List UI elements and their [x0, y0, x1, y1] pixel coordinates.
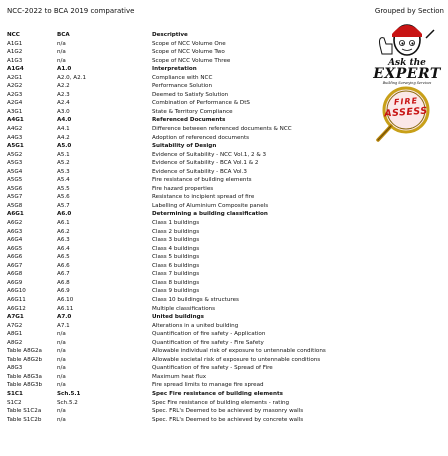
- cell-descriptive: Evidence of Suitability - BCA Vol.1 & 2: [152, 160, 259, 167]
- cell-ncc: A7G2: [7, 322, 23, 329]
- cell-bca: Sch.5.1: [57, 390, 81, 397]
- cell-ncc: Table A8G3b: [7, 382, 43, 389]
- table-row: [7, 390, 352, 399]
- cell-descriptive: Quantification of fire safety - Spread of Fire: [152, 365, 273, 372]
- cell-descriptive: Deemed to Satisfy Solution: [152, 91, 229, 98]
- cell-ncc: A1G4: [7, 66, 24, 73]
- table-row: [7, 168, 352, 177]
- expert-mascot-graphic: [372, 18, 442, 168]
- cell-descriptive: Multiple classifications: [152, 305, 216, 312]
- grouping-label: Grouped by Section: [374, 7, 444, 15]
- cell-ncc: A8G2: [7, 339, 23, 346]
- cell-descriptive: Spec Fire resistance of building elements: [152, 390, 283, 397]
- cell-ncc: A7G1: [7, 314, 24, 321]
- cell-bca: n/a: [57, 365, 66, 372]
- cell-bca: A2.0, A2.1: [57, 74, 87, 81]
- table-row: [7, 116, 352, 125]
- cell-bca: A6.8: [57, 279, 70, 286]
- cell-ncc: Table A8G2b: [7, 356, 43, 363]
- cell-bca: A6.2: [57, 228, 70, 235]
- cell-bca: A6.0: [57, 211, 72, 218]
- cell-ncc: A4G3: [7, 134, 23, 141]
- cell-ncc: A8G1: [7, 331, 23, 338]
- cell-ncc: S1C2: [7, 399, 22, 406]
- table-row: [7, 245, 352, 254]
- table-row: [7, 313, 352, 322]
- cell-ncc: A6G3: [7, 228, 23, 235]
- cell-bca: n/a: [57, 348, 66, 355]
- cell-bca: n/a: [57, 356, 66, 363]
- cell-bca: n/a: [57, 339, 66, 346]
- table-row: [7, 236, 352, 245]
- table-row: [7, 74, 352, 83]
- cell-descriptive: Class 1 buildings: [152, 220, 200, 227]
- cell-ncc: Table S1C2b: [7, 416, 42, 423]
- logo-line-expert: EXPERT: [373, 66, 441, 82]
- table-row: [7, 373, 352, 382]
- cell-bca: A1.0: [57, 66, 72, 73]
- table-row: [7, 40, 352, 49]
- cell-ncc: A5G7: [7, 194, 23, 201]
- cell-bca: A5.6: [57, 194, 70, 201]
- cell-descriptive: Performance Solution: [152, 83, 213, 90]
- cell-ncc: A5G3: [7, 160, 23, 167]
- table-row: [7, 270, 352, 279]
- cell-bca: A5.7: [57, 202, 70, 209]
- cell-descriptive: Fire hazard properties: [152, 185, 214, 192]
- cell-descriptive: Scope of NCC Volume One: [152, 40, 226, 47]
- cell-bca: A6.3: [57, 237, 70, 244]
- cell-descriptive: Spec Fire resistance of building elements - rating: [152, 399, 290, 406]
- cell-ncc: A6G5: [7, 245, 23, 252]
- cell-bca: A7.0: [57, 314, 72, 321]
- logo-tagline: Building Surveying Services: [382, 81, 432, 85]
- cell-ncc: A5G4: [7, 168, 23, 175]
- logo-assess-text: ASSESS: [383, 105, 429, 120]
- cell-bca: n/a: [57, 408, 66, 415]
- cell-descriptive: Labelling of Aluminium Composite panels: [152, 202, 269, 209]
- cell-ncc: A2G3: [7, 91, 23, 98]
- cell-bca: A5.3: [57, 168, 70, 175]
- cell-bca: A2.4: [57, 100, 70, 107]
- cell-descriptive: Quantification of fire safety - Fire Safety: [152, 339, 264, 346]
- table-row: [7, 65, 352, 74]
- column-header-bca: BCA: [57, 32, 70, 38]
- cell-bca: A4.0: [57, 117, 72, 124]
- table-row: [7, 193, 352, 202]
- cell-descriptive: Adoption of referenced documents: [152, 134, 250, 141]
- cell-bca: A6.1: [57, 220, 70, 227]
- cell-bca: A5.4: [57, 177, 70, 184]
- cell-bca: A6.4: [57, 245, 70, 252]
- cell-descriptive: Determining a building classification: [152, 211, 268, 218]
- cell-descriptive: Allowable individual risk of exposure to untennable conditions: [152, 348, 326, 355]
- cell-descriptive: Class 4 buildings: [152, 245, 200, 252]
- table-row: [7, 134, 352, 143]
- comparison-table: [7, 31, 352, 424]
- cell-ncc: A1G1: [7, 40, 23, 47]
- cell-bca: A4.2: [57, 134, 70, 141]
- table-row: [7, 253, 352, 262]
- cell-descriptive: Spec. FRL's Deemed to be achieved by concrete walls: [152, 416, 304, 423]
- table-row: [7, 202, 352, 211]
- cell-descriptive: Class 6 buildings: [152, 262, 200, 269]
- cell-ncc: A6G1: [7, 211, 24, 218]
- table-row: [7, 296, 352, 305]
- cell-bca: n/a: [57, 57, 66, 64]
- table-row: [7, 330, 352, 339]
- cell-bca: A6.7: [57, 271, 70, 278]
- table-row: [7, 228, 352, 237]
- cell-descriptive: Difference between referenced documents & NCC: [152, 126, 292, 133]
- cell-bca: A5.1: [57, 151, 70, 158]
- cell-descriptive: Class 7 buildings: [152, 271, 200, 278]
- table-row: [7, 142, 352, 151]
- cell-descriptive: State & Territory Compliance: [152, 108, 233, 115]
- cell-ncc: A6G11: [7, 296, 26, 303]
- cell-ncc: A6G12: [7, 305, 26, 312]
- table-row: [7, 399, 352, 408]
- table-row: [7, 322, 352, 331]
- cell-descriptive: Fire spread limits to manage fire spread: [152, 382, 264, 389]
- table-header-row: [7, 31, 352, 40]
- cell-ncc: A6G4: [7, 237, 23, 244]
- cell-bca: A2.2: [57, 83, 70, 90]
- cell-bca: A4.1: [57, 126, 70, 133]
- column-header-descriptive: Descriptive: [152, 32, 188, 38]
- cell-descriptive: Evidence of Suitability - BCA Vol.3: [152, 168, 247, 175]
- cell-bca: A6.9: [57, 288, 70, 295]
- table-row: [7, 57, 352, 66]
- table-row: [7, 176, 352, 185]
- cell-ncc: A5G2: [7, 151, 23, 158]
- cell-ncc: A5G8: [7, 202, 23, 209]
- cell-descriptive: United buildings: [152, 314, 204, 321]
- cell-ncc: S1C1: [7, 390, 23, 397]
- cell-descriptive: Resistance to incipient spread of fire: [152, 194, 255, 201]
- cell-descriptive: Class 3 buildings: [152, 237, 200, 244]
- cell-descriptive: Allowable societal risk of exposure to untennable conditions: [152, 356, 321, 363]
- cell-bca: A2.3: [57, 91, 70, 98]
- cell-ncc: A1G2: [7, 49, 23, 56]
- cell-bca: n/a: [57, 49, 66, 56]
- cell-descriptive: Suitability of Design: [152, 143, 217, 150]
- cell-descriptive: Scope of NCC Volume Two: [152, 49, 225, 56]
- cell-descriptive: Class 5 buildings: [152, 254, 200, 261]
- cell-ncc: A5G1: [7, 143, 24, 150]
- cell-descriptive: Scope of NCC Volume Three: [152, 57, 231, 64]
- cell-bca: A5.0: [57, 143, 72, 150]
- table-row: [7, 339, 352, 348]
- cell-ncc: Table S1C2a: [7, 408, 42, 415]
- cell-ncc: A6G7: [7, 262, 23, 269]
- cell-bca: A7.1: [57, 322, 70, 329]
- cell-ncc: A5G6: [7, 185, 23, 192]
- cell-bca: n/a: [57, 40, 66, 47]
- cell-descriptive: Referenced Documents: [152, 117, 226, 124]
- cell-ncc: A5G5: [7, 177, 23, 184]
- cell-ncc: A3G1: [7, 108, 23, 115]
- table-row: [7, 347, 352, 356]
- cell-ncc: A6G10: [7, 288, 26, 295]
- cell-bca: A5.2: [57, 160, 70, 167]
- cell-ncc: A6G8: [7, 271, 23, 278]
- cell-bca: A3.0: [57, 108, 70, 115]
- table-row: [7, 279, 352, 288]
- cell-descriptive: Alterations in a united building: [152, 322, 239, 329]
- table-row: [7, 151, 352, 160]
- cell-descriptive: Fire resistance of building elements: [152, 177, 252, 184]
- cell-ncc: A6G6: [7, 254, 23, 261]
- table-row: [7, 287, 352, 296]
- cell-descriptive: Class 8 buildings: [152, 279, 200, 286]
- cell-descriptive: Combination of Performance & DtS: [152, 100, 250, 107]
- cell-ncc: A6G9: [7, 279, 23, 286]
- table-row: [7, 108, 352, 117]
- table-row: [7, 381, 352, 390]
- cell-ncc: A1G3: [7, 57, 23, 64]
- table-row: [7, 185, 352, 194]
- cell-descriptive: Compliance with NCC: [152, 74, 213, 81]
- table-row: [7, 407, 352, 416]
- cell-bca: n/a: [57, 373, 66, 380]
- cell-descriptive: Maximum heat flux: [152, 373, 207, 380]
- cell-bca: n/a: [57, 416, 66, 423]
- logo-line-ask: Ask the: [388, 58, 426, 68]
- table-row: [7, 364, 352, 373]
- cell-bca: A6.5: [57, 254, 70, 261]
- column-header-ncc: NCC: [7, 32, 20, 38]
- table-row: [7, 159, 352, 168]
- cell-descriptive: Evidence of Suitability - NCC Vol.1, 2 & 3: [152, 151, 267, 158]
- cell-descriptive: Interpretation: [152, 66, 197, 73]
- cell-bca: Sch.5.2: [57, 399, 78, 406]
- page-header: [7, 6, 444, 16]
- table-row: [7, 219, 352, 228]
- cell-bca: n/a: [57, 331, 66, 338]
- cell-bca: A5.5: [57, 185, 70, 192]
- ask-the-expert-logo: [372, 18, 442, 168]
- cell-bca: A6.11: [57, 305, 74, 312]
- cell-ncc: A8G3: [7, 365, 23, 372]
- table-row: [7, 416, 352, 425]
- table-row: [7, 305, 352, 314]
- table-row: [7, 82, 352, 91]
- cell-descriptive: Class 2 buildings: [152, 228, 200, 235]
- cell-bca: A6.10: [57, 296, 74, 303]
- table-row: [7, 125, 352, 134]
- cell-descriptive: Class 9 buildings: [152, 288, 200, 295]
- cell-bca: n/a: [57, 382, 66, 389]
- cell-descriptive: Class 10 buildings & structures: [152, 296, 239, 303]
- cell-ncc: A6G2: [7, 220, 23, 227]
- table-row: [7, 210, 352, 219]
- table-row: [7, 99, 352, 108]
- cell-descriptive: Spec. FRL's Deemed to be achieved by masonry walls: [152, 408, 304, 415]
- cell-descriptive: Quantification of fire safety - Application: [152, 331, 266, 338]
- document-title: NCC-2022 to BCA 2019 comparative: [7, 7, 135, 15]
- table-row: [7, 48, 352, 57]
- table-row: [7, 262, 352, 271]
- cell-bca: A6.6: [57, 262, 70, 269]
- cell-ncc: A2G4: [7, 100, 23, 107]
- cell-ncc: A2G2: [7, 83, 23, 90]
- logo-fire-text: FIRE: [393, 96, 419, 107]
- table-row: [7, 91, 352, 100]
- cell-ncc: Table A8G3a: [7, 373, 42, 380]
- cell-ncc: A2G1: [7, 74, 23, 81]
- table-row: [7, 356, 352, 365]
- cell-ncc: A4G1: [7, 117, 24, 124]
- cell-ncc: Table A8G2a: [7, 348, 42, 355]
- cell-ncc: A4G2: [7, 126, 23, 133]
